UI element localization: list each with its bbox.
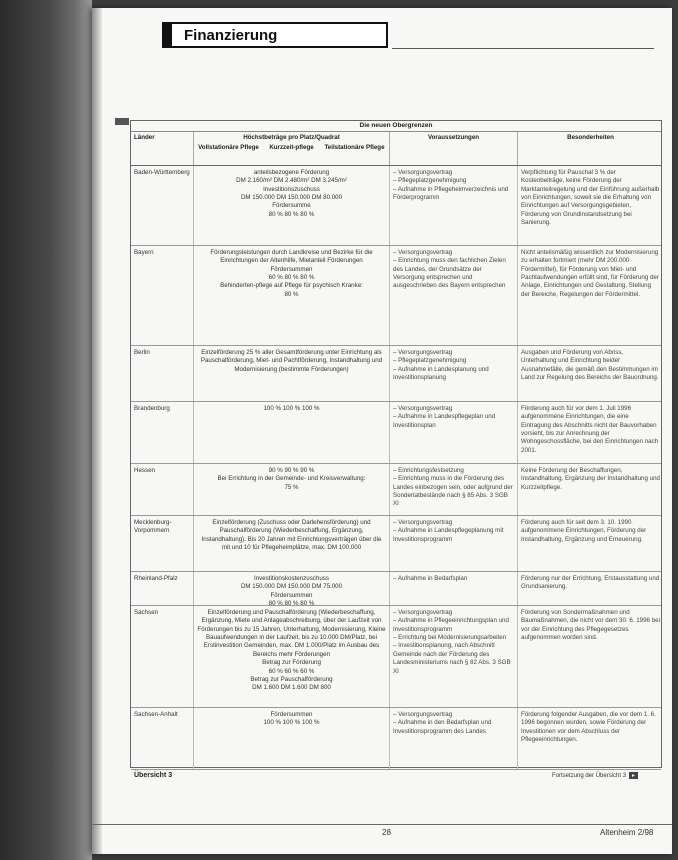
cell-special: Förderung von Sondermaßnahmen und Baumaßnahmen, die nicht vor dem 30. 6. 1996 bei vor der Einrichtung des Pflegegesetzes aufgenommen worden sind.: [521, 609, 660, 642]
cell-land: Sachsen: [131, 606, 194, 707]
cell-land: Baden-Württemberg: [131, 166, 194, 245]
cell-amounts: Investitionskostenzuschuss DM 150.000 DM 150.000 DM 75.000 Fördersummen 80 % 80 % 80 %: [194, 572, 390, 605]
cell-amounts: Förderungsleistungen durch Landkreise und Bezirke für die Einrichtungen der Altenhilfe, Mietanteil Förderungen Fördersummen 60 % 80 % 80 % Behinderten-pflege auf Pflege für psychisch Kranke: 80 %: [194, 246, 390, 345]
table-row: [131, 606, 661, 708]
cell-amounts: 100 % 100 % 100 %: [194, 402, 390, 463]
col-sub-short: Kurzzeit-pflege: [269, 144, 314, 152]
section-title: Finanzierung: [162, 22, 388, 48]
continuation-arrow-icon: ▸: [629, 772, 638, 779]
cell-requirements: – Versorgungsvertrag – Pflegeplatzgenehmigung – Aufnahme in Pflegeheimverzeichnis und Förderprogramm: [390, 166, 518, 245]
cell-land: Mecklenburg-Vorpommern: [131, 516, 194, 571]
cell-special: Förderung nur der Errichtung, Erstausstattung und Grundsanierung.: [521, 575, 660, 591]
header-rule: [392, 48, 654, 49]
cell-amounts: Einzelförderung (Zuschuss oder Darlehensförderung) und Pauschalförderung (Wiederbeschaffung, Ergänzung, Instandhaltung). Bis 20 Jahren mit Einrichtungsverträgen über die mit und 10 für Pflegeheimplätze, max. DM 100.000: [194, 516, 390, 571]
cell-special: Förderung folgender Ausgaben, die vor dem 1. 6. 1996 begonnen wurden, sowie Förderung der Investitionen vor dem Abschluss der Pflegeeinrichtungen.: [521, 711, 656, 744]
overview-table: [130, 120, 662, 768]
cell-land: Bayern: [131, 246, 194, 345]
book-spine: [0, 0, 92, 860]
table-title: Die neuen Obergrenzen: [131, 121, 661, 132]
cell-special: Förderung auch für vor dem 1. Juli 1996 aufgenommene Einrichtungen, die eine Eintragung des Abschnitts nicht der Bauvorhaben vorsieht, bis zur Anrechnung der Wohngeschossfläche, bei den Einrichtungen nach 2001.: [521, 405, 659, 454]
col-header-requirements: Voraussetzungen: [390, 132, 518, 165]
cell-special: Keine Förderung der Beschaffungen, Instandhaltung, Ergänzung der Instandhaltung und Kurzzeitpflege.: [521, 467, 660, 491]
magazine-issue: Altenheim 2/98: [600, 828, 654, 837]
table-row: [131, 572, 661, 606]
cell-special: Ausgaben und Förderung von Abriss, Unterhaltung und Einrichtung beider Ausnahmefälle, die gemäß den Bestimmungen im Land zur Regelung des Bereichs der Bauordnung.: [521, 349, 659, 382]
footer-continuation: Fortsetzung der Übersicht 3: [552, 773, 627, 779]
table-body: [131, 166, 661, 770]
cell-special: Nicht anteilsmäßig wissentlich zur Modernisierung zu erhalten fortmiert (mehr DM 200.000 Fördermittel), für Förderung von Miet- und Pachtaufwendungen erfüllt sind, für Förderung der Anlage, Einrichtungen und Gestaltung, Stellung der Bereiche, Regelungen der Fördermittel.: [521, 249, 659, 298]
col-header-amounts: [194, 132, 390, 165]
col-subheaders: [197, 144, 386, 152]
table-row: [131, 516, 661, 572]
col-sub-partial: Teilstationäre Pflege: [324, 144, 385, 152]
cell-requirements: – Versorgungsvertrag – Pflegeplatzgenehmigung – Aufnahme in Landesplanung und Investitionsplanung: [390, 346, 518, 401]
cell-land: Rheinland-Pfalz: [131, 572, 194, 605]
cell-amounts: Einzelförderung und Pauschalförderung (Wiederbeschaffung, Ergänzung, Miete und Anlageabschreibung, über der Laufzeit von Förderungen bis zu 15 Jahren, Unterhaltung, Modernisierung, Kleine Bauaufwendungen in der Laufzeit, bis zu 10.000 DM/Platz, bei Erstinvestition Gemeinden, max. DM 1.000/Platz im Ausbau des Bereichs mehr Förderungen Betrag zur Förderung 60 % 60 % 60 % Betrag zur Pauschalförderung DM 1.600 DM 1.600 DM 800: [194, 606, 390, 707]
table-row: [131, 246, 661, 346]
col-header-amounts-label: Höchstbeträge pro Platz/Quadrat: [243, 134, 340, 141]
cell-amounts: anteilsbezogene Förderung DM 2.160/m² DM 2.480/m² DM 3.245/m² Investitionszuschuss DM 150.000 DM 150.000 DM 80.000 Fördersumme 80 % 80 % 80 %: [194, 166, 390, 245]
footer-caption-right: [552, 772, 638, 779]
footer-caption-left: Übersicht 3: [134, 772, 173, 779]
cell-land: Sachsen-Anhalt: [131, 708, 194, 769]
table-row: [131, 166, 661, 246]
table-row: [131, 464, 661, 516]
cell-amounts: Einzelförderung 25 % aller Gesamtförderung unter Einrichtung als Pauschalförderung, Miet- und Pachtförderung, Instandhaltung und Modernisierung (bestimmte Förderungen): [194, 346, 390, 401]
cell-requirements: – Aufnahme in Bedarfsplan: [390, 572, 518, 605]
cell-requirements: – Versorgungsvertrag – Aufnahme in Landespflegeplanung mit Investitionsprogramm: [390, 516, 518, 571]
cell-requirements: – Einrichtungsfestsetzung – Einrichtung muss in die Förderung des Landes einbezogen sein, oder aufgrund der Sondertatbestände nach § 85 Abs. 3 SGB XI: [390, 464, 518, 515]
cell-land: Hessen: [131, 464, 194, 515]
table-marker: [115, 118, 129, 125]
table-row: [131, 402, 661, 464]
table-row: [131, 346, 661, 402]
cell-requirements: – Versorgungsvertrag – Aufnahme in den Bedarfsplan und Investitionsprogramm des Landes: [390, 708, 518, 769]
magazine-page: [92, 8, 672, 854]
cell-requirements: – Versorgungsvertrag – Aufnahme in Pflegeeinrichtungsplan und Investitionsprogramm – Errichtung bei Modernisierungsarbeiten – Investitionsplanung, nach Abschnitt Gemeinde nach der Förderung des Landesministeriums nach § 82 Abs. 3 SGB XI: [390, 606, 518, 707]
cell-requirements: – Versorgungsvertrag – Aufnahme in Landespflegeplan und Investitionsplan: [390, 402, 518, 463]
cell-requirements: – Versorgungsvertrag – Einrichtung muss den fachlichen Zielen des Landes, der Grundsätze der Versorgung entsprechen und ausgeschrieben des Bayern entsprechen: [390, 246, 518, 345]
table-row: [131, 708, 661, 770]
col-header-special: Besonderheiten: [567, 134, 614, 141]
cell-land: Brandenburg: [131, 402, 194, 463]
page-number: 28: [382, 828, 391, 837]
col-header-land: Länder: [131, 132, 194, 165]
cell-amounts: 90 % 90 % 90 % Bei Errichtung in der Gemeinde- und Kreisverwaltung: 75 %: [194, 464, 390, 515]
cell-special: Verpflichtung für Pauschal 3 % der Kostenbeiträge, keine Förderung der Marktanteilregelung und der Einführung außerhalb von Einrichtungen, soweit sie die Erhaltung von Einrichtungen auf Versorgungsgebieten, Förderung von Grundinstandsetzung bei Sanierung.: [521, 169, 660, 227]
footer-rule: [92, 824, 672, 825]
page-gutter: [92, 8, 102, 854]
cell-land: Berlin: [131, 346, 194, 401]
cell-special: Förderung auch für seit dem 3. 10. 1990 aufgenommene Einrichtungen, Förderung der Instandhaltung, Ergänzung und Erneuerung.: [521, 519, 647, 543]
cell-amounts: Fördersummen 100 % 100 % 100 %: [194, 708, 390, 769]
table-header: [131, 132, 661, 166]
col-sub-full: Vollstationäre Pflege: [198, 144, 259, 152]
